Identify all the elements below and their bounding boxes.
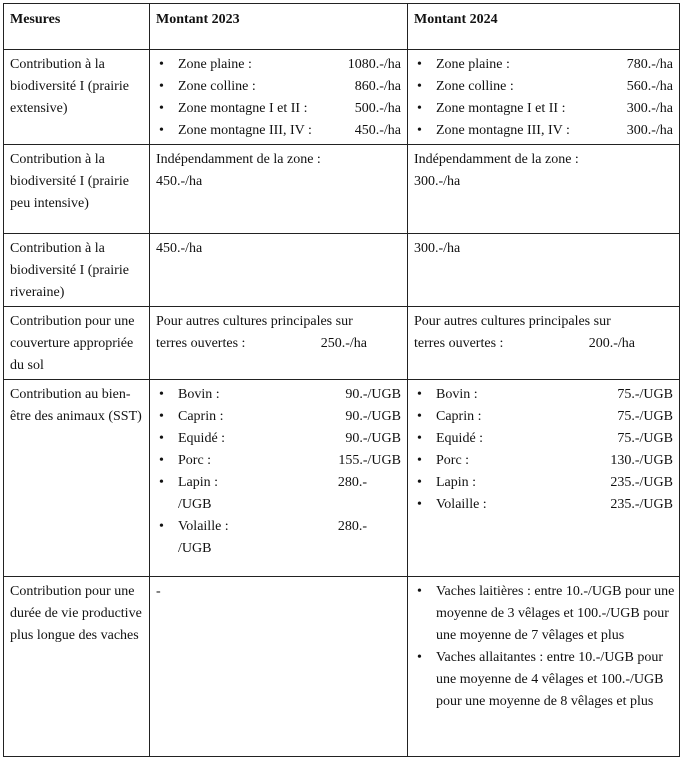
measure-cell: Contribution à la biodiversité I (prairie peu intensive) [4,145,150,234]
list-item: • Porc : 155.-/UGB [156,450,403,472]
table-row [4,307,680,380]
list-item: • Vaches laitières : entre 10.-/UGB pour une moyenne de 3 vêlages et 100.-/UGB pour une moyenne de 7 vêlages et plus [414,581,675,647]
header-mesures: Mesures [4,4,150,50]
list-item: • Bovin : 90.-/UGB [156,384,403,406]
list-item: • Zone montagne III, IV : 300.-/ha [414,120,675,142]
table-row [4,145,680,234]
measure-cell: Contribution au bien-être des animaux (SST) [4,380,150,577]
table-row [4,577,680,757]
animal-list [414,384,675,516]
cow-list [414,581,675,713]
measures-table [3,3,680,757]
amount-2023-cell: Indépendamment de la zone : 450.-/ha [150,145,408,234]
amount-2024-cell [408,50,680,145]
amount-2023-cell: 450.-/ha [150,234,408,307]
list-item: • Zone montagne I et II : 300.-/ha [414,98,675,120]
measure-cell: Contribution pour une couverture appropriée du sol [4,307,150,380]
table-row [4,380,680,577]
list-item: • Caprin : 90.-/UGB [156,406,403,428]
list-item: • Vaches allaitantes : entre 10.-/UGB pour une moyenne de 4 vêlages et 100.-/UGB pour une moyenne de 8 vêlages et plus [414,647,675,713]
amount-2024-cell [408,380,680,577]
list-item: • Zone colline : 560.-/ha [414,76,675,98]
measure-cell: Contribution pour une durée de vie productive plus longue des vaches [4,577,150,757]
list-item: • Zone montagne I et II : 500.-/ha [156,98,403,120]
animal-list [156,384,403,560]
amount-2024-cell: 300.-/ha [408,234,680,307]
list-item: • Zone plaine : 780.-/ha [414,54,675,76]
list-item: • Zone colline : 860.-/ha [156,76,403,98]
zone-list [156,54,403,142]
list-item: • Caprin : 75.-/UGB [414,406,675,428]
amount-2024-cell: Pour autres cultures principales sur terres ouvertes : 200.-/ha [408,307,680,380]
header-2024: Montant 2024 [408,4,680,50]
header-2023: Montant 2023 [150,4,408,50]
amount-2023-cell [150,50,408,145]
zone-list [414,54,675,142]
list-item: • Zone plaine : 1080.-/ha [156,54,403,76]
list-item: • Volaille : 235.-/UGB [414,494,675,516]
list-item: • Equidé : 75.-/UGB [414,428,675,450]
amount-2024-cell: Indépendamment de la zone : 300.-/ha [408,145,680,234]
list-item: • Volaille : 280.- /UGB [156,516,403,560]
measure-cell: Contribution à la biodiversité I (prairie extensive) [4,50,150,145]
amount-2024-cell [408,577,680,757]
amount-2023-cell: - [150,577,408,757]
list-item: • Zone montagne III, IV : 450.-/ha [156,120,403,142]
amount-2023-cell [150,380,408,577]
list-item: • Lapin : 280.- /UGB [156,472,403,516]
list-item: • Porc : 130.-/UGB [414,450,675,472]
list-item: • Lapin : 235.-/UGB [414,472,675,494]
measure-cell: Contribution à la biodiversité I (prairie riveraine) [4,234,150,307]
list-item: • Equidé : 90.-/UGB [156,428,403,450]
table-row [4,234,680,307]
amount-2023-cell: Pour autres cultures principales sur terres ouvertes : 250.-/ha [150,307,408,380]
header-row [4,4,680,50]
table-row [4,50,680,145]
list-item: • Bovin : 75.-/UGB [414,384,675,406]
